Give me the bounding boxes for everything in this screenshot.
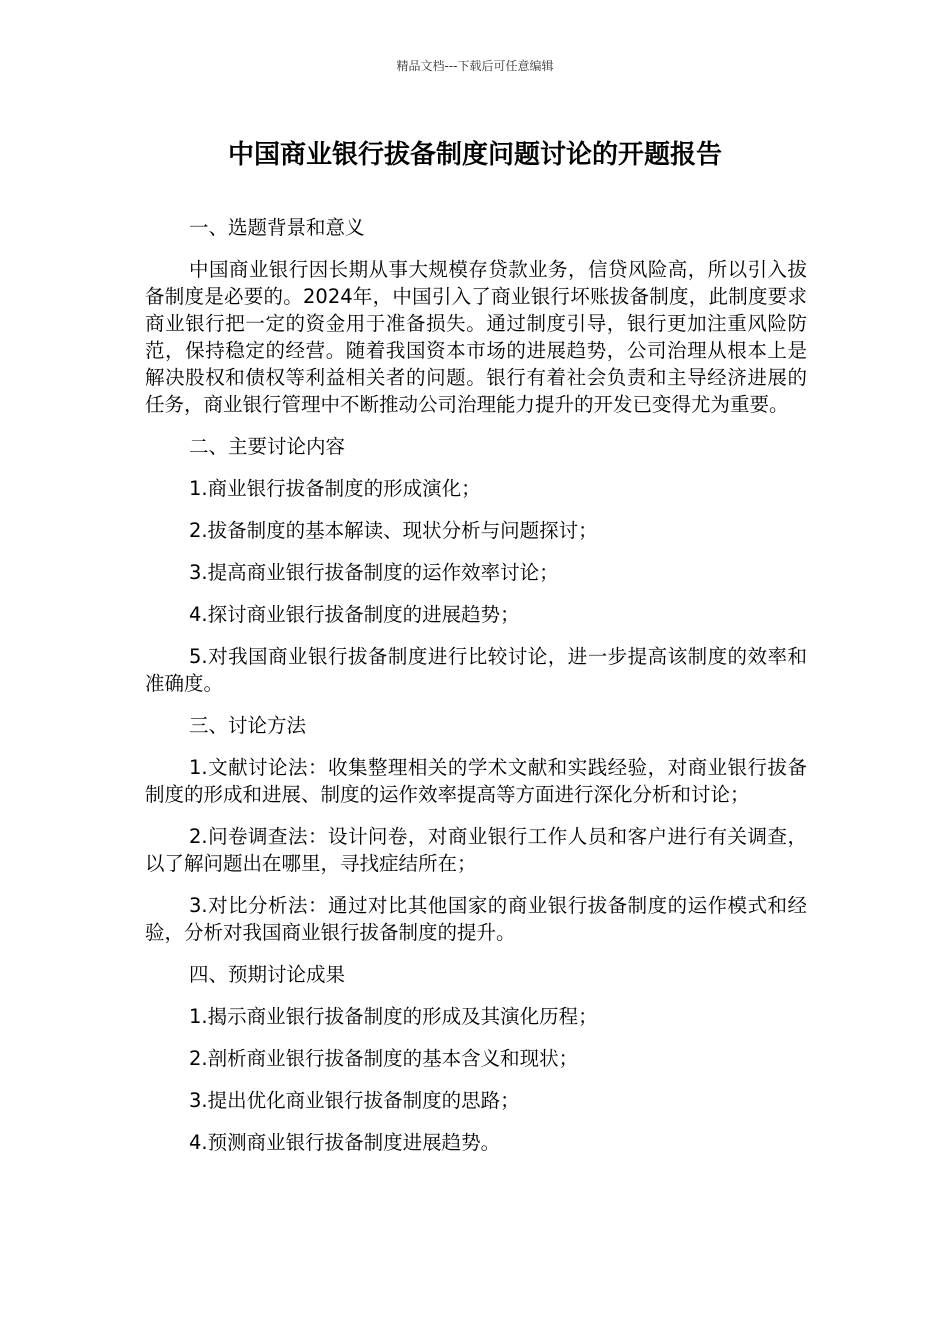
document-title: 中国商业银行拔备制度问题讨论的开题报告 xyxy=(227,140,722,170)
list-item: 4.预测商业银行拔备制度进展趋势。 xyxy=(189,1131,501,1154)
section-heading-background: 一、选题背景和意义 xyxy=(189,216,365,239)
list-item: 3.对比分析法：通过对比其他国家的商业银行拔备制度的运作模式和经验，分析对我国商业银行拔备制度的提升。 xyxy=(145,894,807,944)
list-item: 3.提高商业银行拔备制度的运作效率讨论； xyxy=(189,561,559,584)
list-item: 4.探讨商业银行拔备制度的进展趋势； xyxy=(189,603,520,626)
list-item: 1.商业银行拔备制度的形成演化； xyxy=(189,477,481,500)
list-item: 2.拔备制度的基本解读、现状分析与问题探讨； xyxy=(189,519,598,542)
paragraph-background: 中国商业银行因长期从事大规模存贷款业务，信贷风险高，所以引入拔备制度是必要的。2024年，中国引入了商业银行坏账拔备制度，此制度要求商业银行把一定的资金用于准备损失。通过制度引导，银行更加注重风险防范，保持稳定的经营。随着我国资本市场的进展趋势，公司治理从根本上是解决股权和债权等利益相关者的问题。银行有着社会负责和主导经济进展的任务，商业银行管理中不断推动公司治理能力提升的开发已变得尤为重要。 xyxy=(145,258,807,416)
list-item: 2.剖析商业银行拔备制度的基本含义和现状； xyxy=(189,1047,579,1070)
list-item: 5.对我国商业银行拔备制度进行比较讨论，进一步提高该制度的效率和准确度。 xyxy=(145,645,807,695)
list-item: 1.揭示商业银行拔备制度的形成及其演化历程； xyxy=(189,1005,598,1028)
list-item: 2.问卷调查法：设计问卷，对商业银行工作人员和客户进行有关调查，以了解问题出在哪里，寻找症结所在； xyxy=(145,825,807,875)
page-header: 精品文档---下载后可任意编辑 xyxy=(396,59,554,73)
document-body xyxy=(145,214,807,1171)
section-heading-content: 二、主要讨论内容 xyxy=(189,435,346,458)
list-item: 3.提出优化商业银行拔备制度的思路； xyxy=(189,1089,520,1112)
list-item: 1.文献讨论法：收集整理相关的学术文献和实践经验，对商业银行拔备制度的形成和进展、制度的运作效率提高等方面进行深化分析和讨论； xyxy=(145,756,807,806)
section-heading-outcomes: 四、预期讨论成果 xyxy=(189,963,346,986)
section-heading-methods: 三、讨论方法 xyxy=(189,714,307,737)
